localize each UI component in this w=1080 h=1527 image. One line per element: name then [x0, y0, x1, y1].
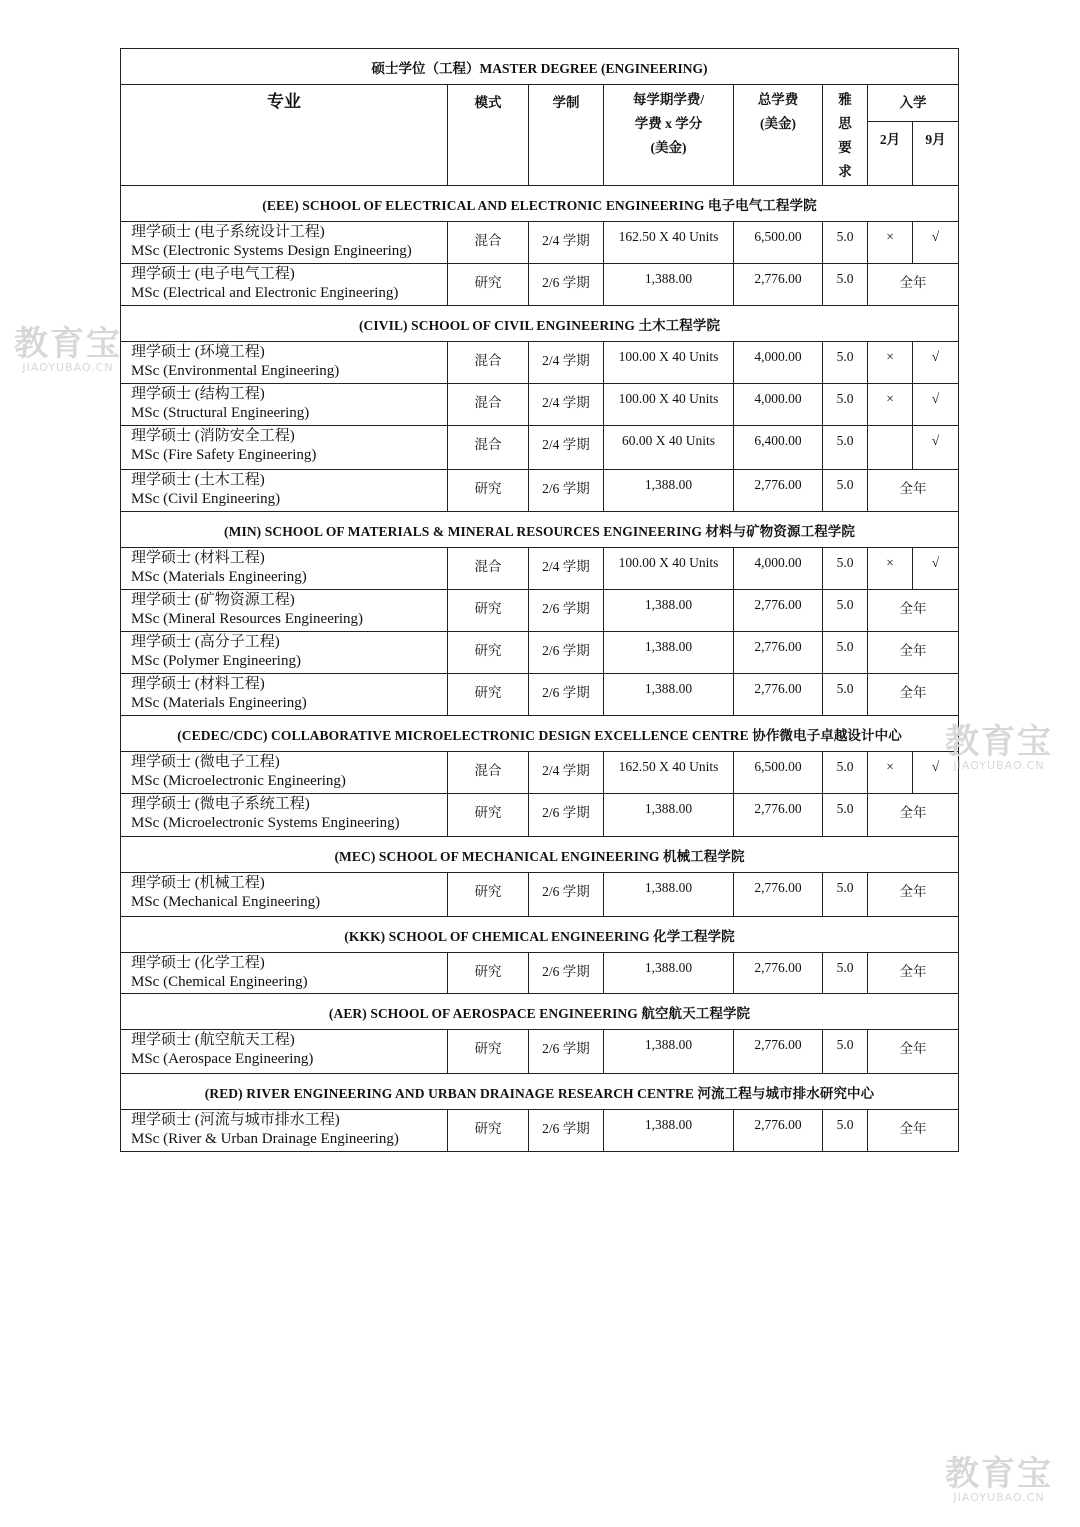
header-ielts-char: 雅	[838, 92, 852, 107]
program-name-en: MSc (Structural Engineering)	[131, 405, 310, 421]
program-name-cn: 理学硕士 (土木工程)	[131, 472, 265, 488]
program-name-en: MSc (Microelectronic Systems Engineering)	[131, 815, 400, 831]
program-cell	[121, 1030, 448, 1074]
ielts-cell: 5.0	[823, 794, 868, 837]
program-name-cn: 理学硕士 (微电子系统工程)	[131, 796, 310, 812]
mode-cell: 研究	[448, 794, 529, 837]
program-name-en: MSc (Electronic Systems Design Engineering)	[131, 243, 412, 259]
total-fee-cell: 2,776.00	[734, 1110, 823, 1152]
mode-cell: 研究	[448, 674, 529, 716]
header-fee	[604, 85, 734, 186]
program-name-cn: 理学硕士 (机械工程)	[131, 875, 265, 891]
section-title: (MIN) SCHOOL OF MATERIALS & MINERAL RESOURCES ENGINEERING 材料与矿物资源工程学院	[121, 512, 959, 548]
program-name-en: MSc (Mechanical Engineering)	[131, 894, 321, 910]
program-cell	[121, 264, 448, 306]
program-name-cn: 理学硕士 (材料工程)	[131, 550, 265, 566]
table-row	[121, 548, 959, 590]
ielts-cell: 5.0	[823, 1030, 868, 1074]
program-name-en: MSc (Fire Safety Engineering)	[131, 447, 317, 463]
intake-cell: 全年	[868, 1030, 959, 1074]
total-fee-cell: 4,000.00	[734, 384, 823, 426]
program-name-cn: 理学硕士 (环境工程)	[131, 344, 265, 360]
table-row	[121, 264, 959, 306]
program-name-cn: 理学硕士 (微电子工程)	[131, 754, 280, 770]
duration-cell: 2/6 学期	[529, 632, 604, 674]
ielts-cell: 5.0	[823, 873, 868, 917]
program-name-cn: 理学硕士 (消防安全工程)	[131, 428, 295, 444]
ielts-cell: 5.0	[823, 548, 868, 590]
fee-cell: 1,388.00	[604, 953, 734, 994]
ielts-cell: 5.0	[823, 674, 868, 716]
intake-cell: 全年	[868, 873, 959, 917]
program-name-en: MSc (Electrical and Electronic Engineering)	[131, 285, 399, 301]
intake-cell: 全年	[868, 470, 959, 512]
intake-feb-cell: ×	[868, 752, 913, 794]
intake-cell: 全年	[868, 590, 959, 632]
fee-cell: 1,388.00	[604, 264, 734, 306]
section-row	[121, 917, 959, 953]
section-title: (RED) RIVER ENGINEERING AND URBAN DRAINAGE RESEARCH CENTRE 河流工程与城市排水研究中心	[121, 1074, 959, 1110]
program-cell	[121, 590, 448, 632]
intake-sep-cell: √	[913, 222, 959, 264]
fee-cell: 162.50 X 40 Units	[604, 222, 734, 264]
program-name-en: MSc (Polymer Engineering)	[131, 653, 301, 669]
duration-cell: 2/6 学期	[529, 264, 604, 306]
section-title: (CIVIL) SCHOOL OF CIVIL ENGINEERING 土木工程学院	[121, 306, 959, 342]
intake-feb-cell	[868, 426, 913, 470]
header-sep: 9月	[913, 122, 959, 186]
table-row	[121, 953, 959, 994]
duration-cell: 2/6 学期	[529, 470, 604, 512]
mode-cell: 研究	[448, 1030, 529, 1074]
section-title: (KKK) SCHOOL OF CHEMICAL ENGINEERING 化学工程学院	[121, 917, 959, 953]
mode-cell: 研究	[448, 1110, 529, 1152]
ielts-cell: 5.0	[823, 752, 868, 794]
program-cell	[121, 794, 448, 837]
intake-sep-cell: √	[913, 548, 959, 590]
intake-cell: 全年	[868, 632, 959, 674]
intake-sep-cell: √	[913, 752, 959, 794]
mode-cell: 研究	[448, 470, 529, 512]
program-name-en: MSc (Civil Engineering)	[131, 491, 281, 507]
table-body	[121, 186, 959, 1152]
mode-cell: 研究	[448, 632, 529, 674]
table-row	[121, 674, 959, 716]
total-fee-cell: 6,500.00	[734, 222, 823, 264]
program-name-en: MSc (Mineral Resources Engineering)	[131, 611, 364, 627]
fee-cell: 1,388.00	[604, 873, 734, 917]
table-row	[121, 470, 959, 512]
fee-cell: 60.00 X 40 Units	[604, 426, 734, 470]
watermark-logo: 教育宝	[945, 1454, 1053, 1494]
fee-cell: 1,388.00	[604, 674, 734, 716]
mode-cell: 研究	[448, 873, 529, 917]
table-row	[121, 752, 959, 794]
intake-sep-cell: √	[913, 342, 959, 384]
intake-cell: 全年	[868, 1110, 959, 1152]
table-row	[121, 342, 959, 384]
section-title: (AER) SCHOOL OF AEROSPACE ENGINEERING 航空航天工程学院	[121, 994, 959, 1030]
fee-cell: 1,388.00	[604, 1030, 734, 1074]
header-total-line1: 总学费	[757, 92, 799, 107]
ielts-cell: 5.0	[823, 470, 868, 512]
table-row	[121, 1110, 959, 1152]
program-name-en: MSc (Chemical Engineering)	[131, 974, 308, 990]
ielts-cell: 5.0	[823, 632, 868, 674]
duration-cell: 2/6 学期	[529, 873, 604, 917]
total-fee-cell: 2,776.00	[734, 953, 823, 994]
duration-cell: 2/6 学期	[529, 590, 604, 632]
duration-cell: 2/6 学期	[529, 674, 604, 716]
section-title: (CEDEC/CDC) COLLABORATIVE MICROELECTRONIC DESIGN EXCELLENCE CENTRE 协作微电子卓越设计中心	[121, 716, 959, 752]
fee-cell: 1,388.00	[604, 794, 734, 837]
header-mode: 模式	[448, 85, 529, 186]
duration-cell: 2/6 学期	[529, 1030, 604, 1074]
total-fee-cell: 6,400.00	[734, 426, 823, 470]
ielts-cell: 5.0	[823, 264, 868, 306]
fee-cell: 162.50 X 40 Units	[604, 752, 734, 794]
section-title: (MEC) SCHOOL OF MECHANICAL ENGINEERING 机械工程学院	[121, 837, 959, 873]
fee-cell: 1,388.00	[604, 590, 734, 632]
header-major: 专业	[121, 85, 448, 186]
watermark-url: JIAOYUBAO.CN	[22, 361, 114, 374]
total-fee-cell: 2,776.00	[734, 470, 823, 512]
intake-cell: 全年	[868, 794, 959, 837]
section-row	[121, 1074, 959, 1110]
header-ielts-char: 思	[838, 116, 852, 131]
duration-cell: 2/4 学期	[529, 426, 604, 470]
fee-cell: 1,388.00	[604, 1110, 734, 1152]
mode-cell: 混合	[448, 752, 529, 794]
header-total	[734, 85, 823, 186]
section-row	[121, 512, 959, 548]
header-total-line2: (美金)	[760, 116, 796, 131]
ielts-cell: 5.0	[823, 953, 868, 994]
program-cell	[121, 342, 448, 384]
duration-cell: 2/4 学期	[529, 222, 604, 264]
program-cell	[121, 548, 448, 590]
fee-cell: 100.00 X 40 Units	[604, 342, 734, 384]
total-fee-cell: 2,776.00	[734, 873, 823, 917]
mode-cell: 混合	[448, 222, 529, 264]
watermark	[945, 724, 1053, 772]
program-name-en: MSc (Aerospace Engineering)	[131, 1051, 314, 1067]
duration-cell: 2/6 学期	[529, 1110, 604, 1152]
intake-cell: 全年	[868, 264, 959, 306]
mode-cell: 混合	[448, 342, 529, 384]
program-name-en: MSc (Materials Engineering)	[131, 569, 307, 585]
duration-cell: 2/6 学期	[529, 953, 604, 994]
intake-feb-cell: ×	[868, 548, 913, 590]
intake-sep-cell: √	[913, 384, 959, 426]
program-name-cn: 理学硕士 (电子电气工程)	[131, 266, 295, 282]
watermark-url: JIAOYUBAO.CN	[953, 759, 1045, 772]
program-name-cn: 理学硕士 (结构工程)	[131, 386, 265, 402]
program-cell	[121, 222, 448, 264]
ielts-cell: 5.0	[823, 384, 868, 426]
intake-feb-cell: ×	[868, 342, 913, 384]
intake-cell: 全年	[868, 953, 959, 994]
program-name-cn: 理学硕士 (河流与城市排水工程)	[131, 1112, 340, 1128]
program-cell	[121, 632, 448, 674]
duration-cell: 2/4 学期	[529, 752, 604, 794]
total-fee-cell: 2,776.00	[734, 1030, 823, 1074]
header-fee-line2: 学费 x 学分	[634, 116, 703, 131]
table-title: 硕士学位（工程）MASTER DEGREE (ENGINEERING)	[121, 49, 959, 85]
intake-feb-cell: ×	[868, 384, 913, 426]
table-row	[121, 426, 959, 470]
watermark	[945, 1456, 1053, 1504]
intake-cell: 全年	[868, 674, 959, 716]
program-name-en: MSc (Microelectronic Engineering)	[131, 773, 346, 789]
program-cell	[121, 426, 448, 470]
program-cell	[121, 953, 448, 994]
mode-cell: 研究	[448, 953, 529, 994]
tuition-table	[120, 48, 959, 1152]
program-name-cn: 理学硕士 (材料工程)	[131, 676, 265, 692]
total-fee-cell: 2,776.00	[734, 794, 823, 837]
header-feb: 2月	[868, 122, 913, 186]
total-fee-cell: 4,000.00	[734, 342, 823, 384]
duration-cell: 2/4 学期	[529, 384, 604, 426]
header-intake: 入学	[868, 85, 959, 122]
program-cell	[121, 470, 448, 512]
ielts-cell: 5.0	[823, 1110, 868, 1152]
fee-cell: 100.00 X 40 Units	[604, 548, 734, 590]
section-row	[121, 186, 959, 222]
table-row	[121, 384, 959, 426]
program-cell	[121, 384, 448, 426]
program-name-cn: 理学硕士 (矿物资源工程)	[131, 592, 295, 608]
table-row	[121, 632, 959, 674]
program-cell	[121, 674, 448, 716]
mode-cell: 研究	[448, 590, 529, 632]
ielts-cell: 5.0	[823, 342, 868, 384]
total-fee-cell: 2,776.00	[734, 264, 823, 306]
duration-cell: 2/4 学期	[529, 548, 604, 590]
watermark	[14, 326, 122, 374]
program-name-cn: 理学硕士 (电子系统设计工程)	[131, 224, 325, 240]
program-name-cn: 理学硕士 (高分子工程)	[131, 634, 280, 650]
watermark-logo: 教育宝	[14, 324, 122, 364]
mode-cell: 混合	[448, 384, 529, 426]
program-cell	[121, 873, 448, 917]
program-cell	[121, 1110, 448, 1152]
watermark-logo: 教育宝	[945, 722, 1053, 762]
fee-cell: 1,388.00	[604, 632, 734, 674]
header-fee-line3: (美金)	[650, 140, 687, 155]
header-fee-line1: 每学期学费/	[632, 92, 705, 107]
header-ielts	[823, 85, 868, 186]
fee-cell: 100.00 X 40 Units	[604, 384, 734, 426]
table-row	[121, 1030, 959, 1074]
section-row	[121, 716, 959, 752]
ielts-cell: 5.0	[823, 222, 868, 264]
header-ielts-char: 要	[838, 140, 852, 155]
duration-cell: 2/6 学期	[529, 794, 604, 837]
section-title: (EEE) SCHOOL OF ELECTRICAL AND ELECTRONIC ENGINEERING 电子电气工程学院	[121, 186, 959, 222]
section-row	[121, 306, 959, 342]
table-row	[121, 590, 959, 632]
section-row	[121, 837, 959, 873]
mode-cell: 混合	[448, 548, 529, 590]
watermark-url: JIAOYUBAO.CN	[953, 1491, 1045, 1504]
program-name-en: MSc (Materials Engineering)	[131, 695, 307, 711]
section-row	[121, 994, 959, 1030]
total-fee-cell: 4,000.00	[734, 548, 823, 590]
mode-cell: 混合	[448, 426, 529, 470]
duration-cell: 2/4 学期	[529, 342, 604, 384]
total-fee-cell: 6,500.00	[734, 752, 823, 794]
intake-feb-cell: ×	[868, 222, 913, 264]
mode-cell: 研究	[448, 264, 529, 306]
program-name-cn: 理学硕士 (化学工程)	[131, 955, 265, 971]
header-ielts-char: 求	[838, 164, 852, 179]
header-duration: 学制	[529, 85, 604, 186]
total-fee-cell: 2,776.00	[734, 590, 823, 632]
program-name-en: MSc (Environmental Engineering)	[131, 363, 340, 379]
fee-cell: 1,388.00	[604, 470, 734, 512]
ielts-cell: 5.0	[823, 590, 868, 632]
total-fee-cell: 2,776.00	[734, 632, 823, 674]
total-fee-cell: 2,776.00	[734, 674, 823, 716]
table-row	[121, 873, 959, 917]
program-cell	[121, 752, 448, 794]
program-name-cn: 理学硕士 (航空航天工程)	[131, 1032, 295, 1048]
ielts-cell: 5.0	[823, 426, 868, 470]
intake-sep-cell: √	[913, 426, 959, 470]
table-row	[121, 794, 959, 837]
program-name-en: MSc (River & Urban Drainage Engineering)	[131, 1131, 399, 1147]
table-row	[121, 222, 959, 264]
